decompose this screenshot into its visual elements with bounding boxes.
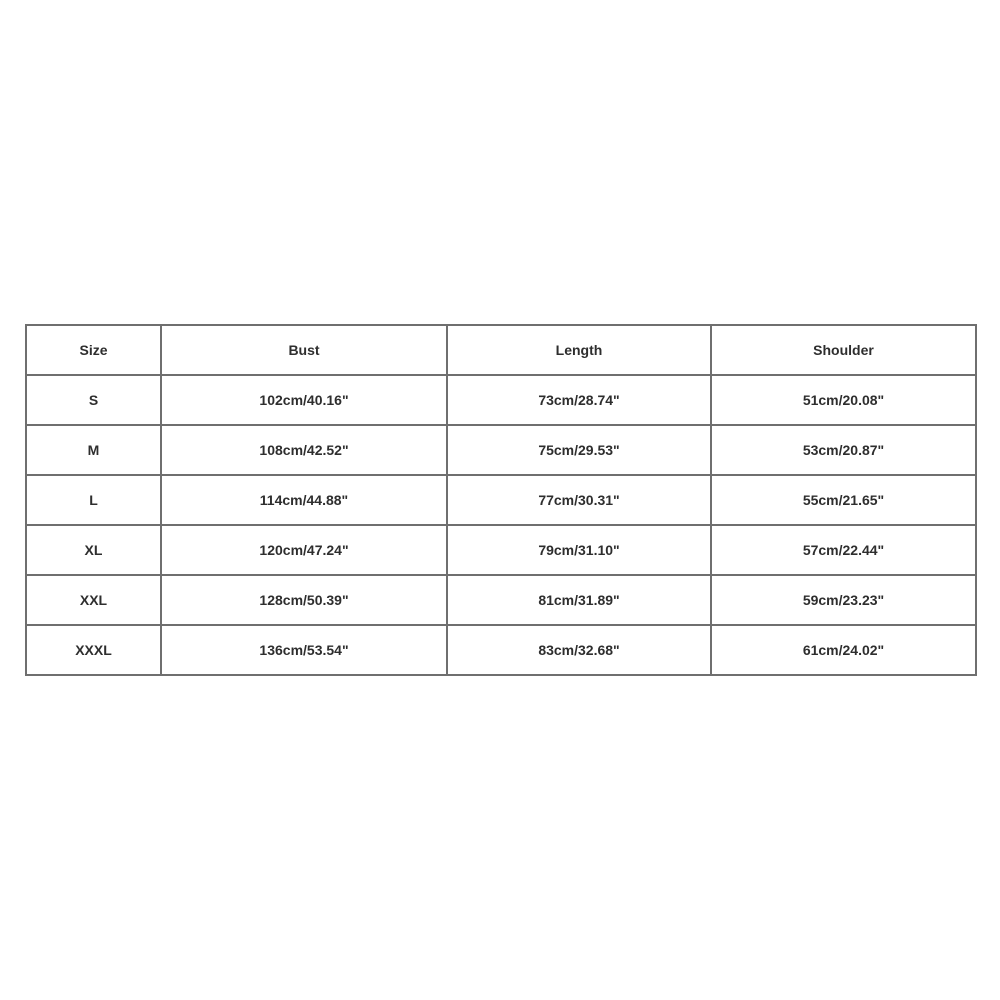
cell-bust: 114cm/44.88" [161, 475, 447, 525]
table-row [26, 575, 976, 625]
cell-shoulder: 59cm/23.23" [711, 575, 976, 625]
cell-shoulder: 53cm/20.87" [711, 425, 976, 475]
cell-size: XXL [26, 575, 161, 625]
header-size: Size [26, 325, 161, 375]
table-row [26, 625, 976, 675]
cell-length: 81cm/31.89" [447, 575, 711, 625]
table-row [26, 475, 976, 525]
cell-length: 79cm/31.10" [447, 525, 711, 575]
cell-bust: 120cm/47.24" [161, 525, 447, 575]
cell-bust: 108cm/42.52" [161, 425, 447, 475]
table-row [26, 525, 976, 575]
cell-size: L [26, 475, 161, 525]
cell-shoulder: 61cm/24.02" [711, 625, 976, 675]
cell-size: XXXL [26, 625, 161, 675]
cell-length: 73cm/28.74" [447, 375, 711, 425]
header-bust: Bust [161, 325, 447, 375]
cell-shoulder: 57cm/22.44" [711, 525, 976, 575]
cell-shoulder: 51cm/20.08" [711, 375, 976, 425]
header-length: Length [447, 325, 711, 375]
cell-length: 77cm/30.31" [447, 475, 711, 525]
table-row [26, 375, 976, 425]
cell-size: S [26, 375, 161, 425]
cell-bust: 136cm/53.54" [161, 625, 447, 675]
cell-bust: 102cm/40.16" [161, 375, 447, 425]
cell-size: M [26, 425, 161, 475]
cell-length: 83cm/32.68" [447, 625, 711, 675]
cell-length: 75cm/29.53" [447, 425, 711, 475]
cell-bust: 128cm/50.39" [161, 575, 447, 625]
cell-size: XL [26, 525, 161, 575]
table-row [26, 425, 976, 475]
table-header-row [26, 325, 976, 375]
header-shoulder: Shoulder [711, 325, 976, 375]
size-chart-table [25, 324, 977, 676]
cell-shoulder: 55cm/21.65" [711, 475, 976, 525]
